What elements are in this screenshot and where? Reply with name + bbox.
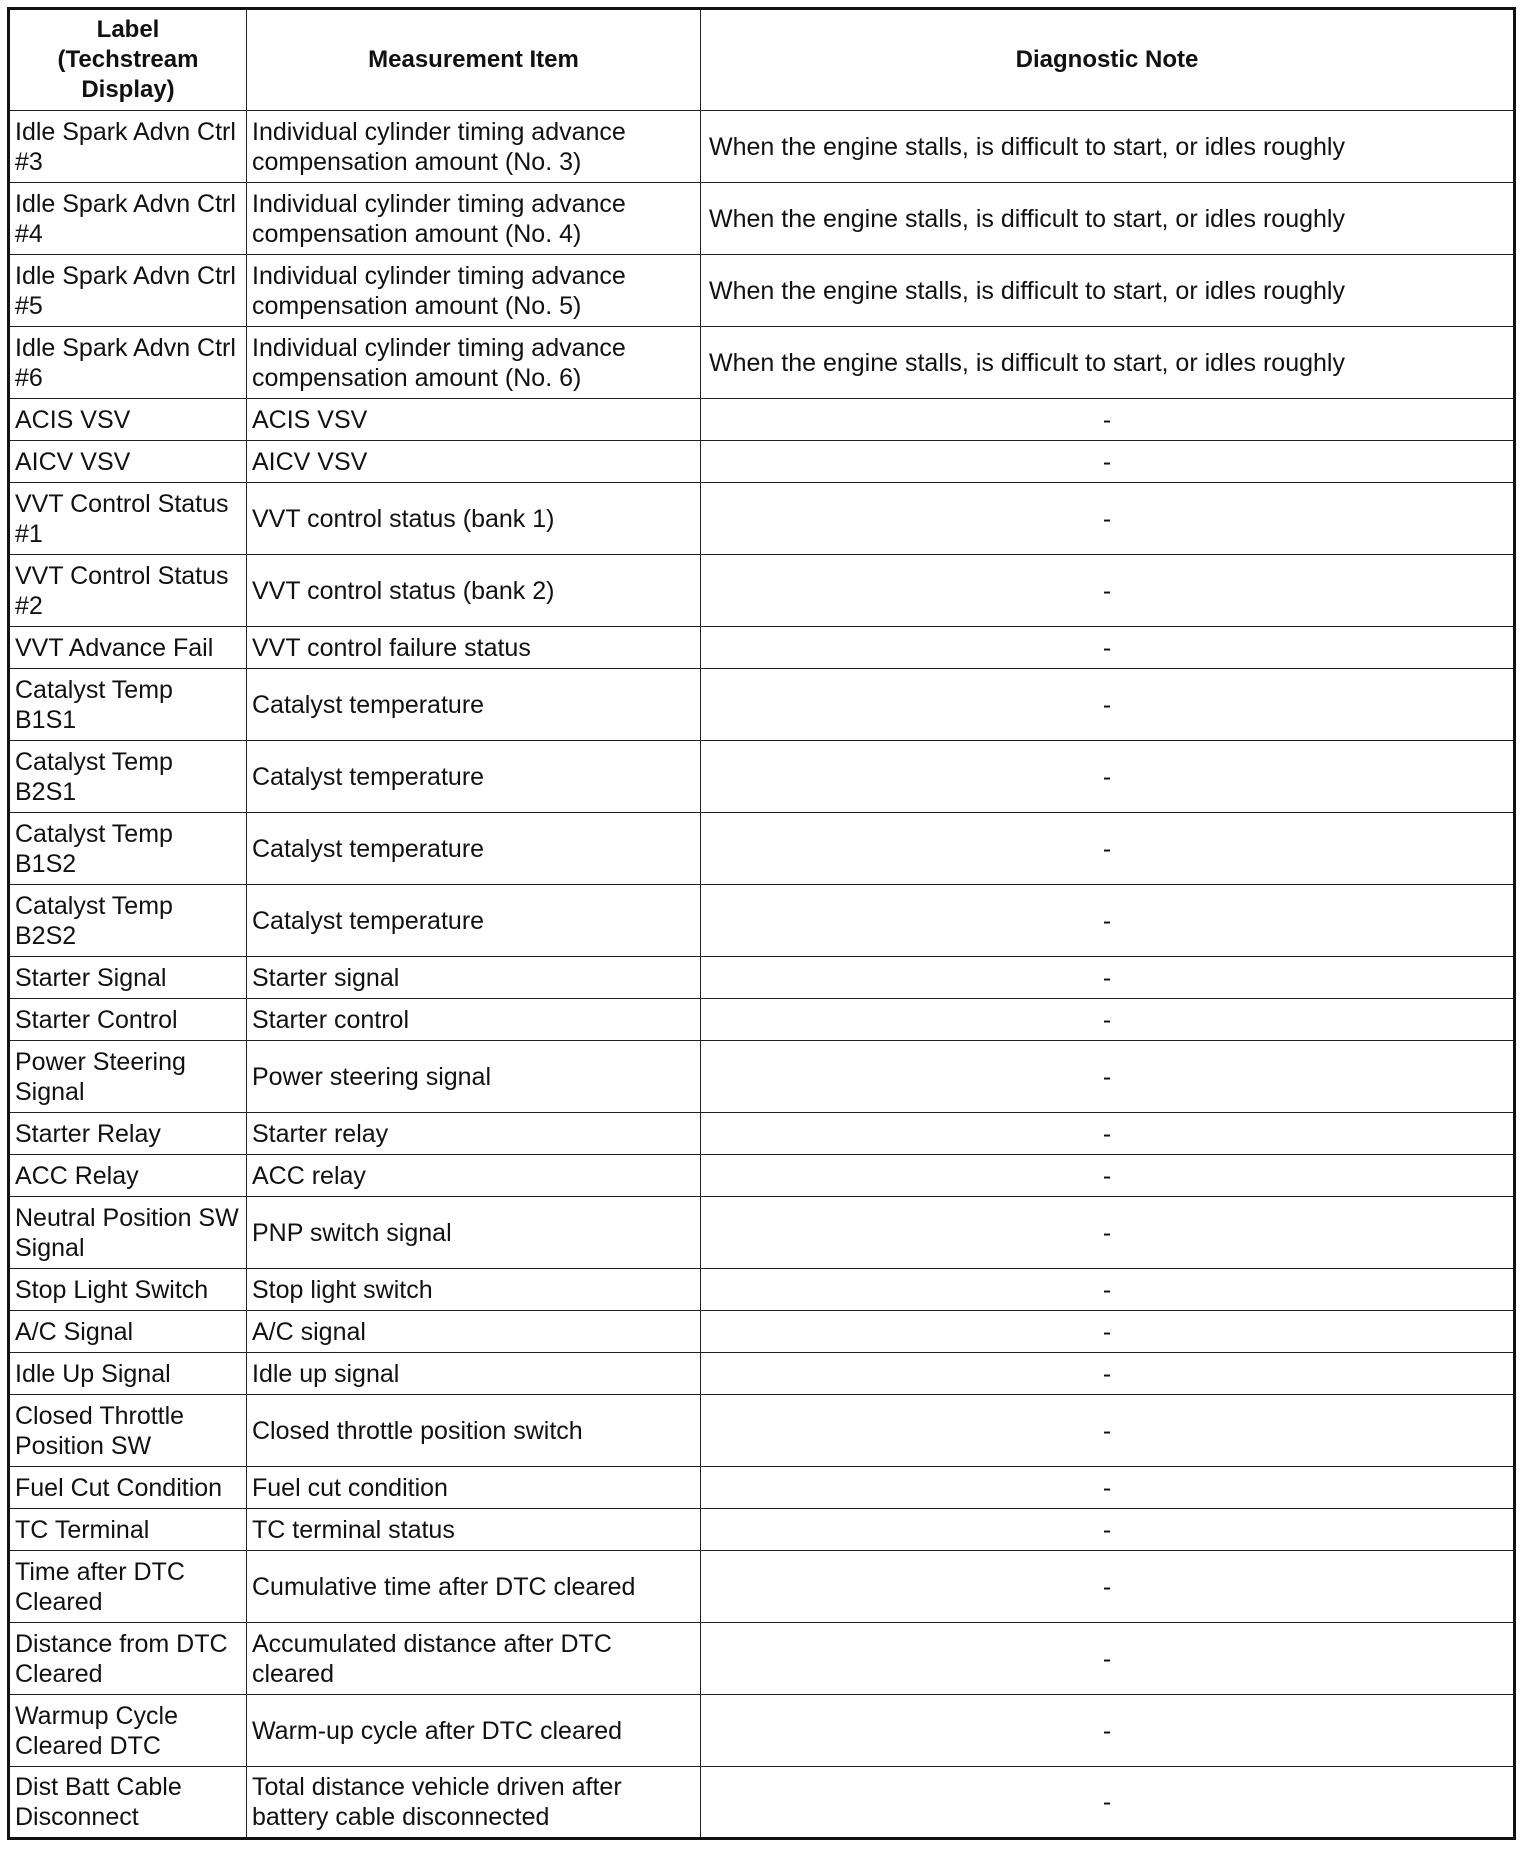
diagnostic-note-cell: - <box>701 999 1515 1041</box>
table-row <box>9 741 1515 813</box>
cell-text-line: Catalyst Temp <box>15 747 173 776</box>
table-row <box>9 483 1515 555</box>
cell-text-line: Catalyst Temp <box>15 675 173 704</box>
cell-text-line: Catalyst Temp <box>15 819 173 848</box>
label-cell <box>9 441 247 483</box>
label-cell <box>9 1509 247 1551</box>
table-row <box>9 1197 1515 1269</box>
cell-text-line: battery cable disconnected <box>252 1803 550 1831</box>
diagnostic-note-cell: - <box>701 813 1515 885</box>
table-row <box>9 183 1515 255</box>
cell-text-line: #4 <box>15 219 43 248</box>
measurement-item-cell <box>247 1353 701 1395</box>
table-row <box>9 1113 1515 1155</box>
diagnostic-note-cell: - <box>701 669 1515 741</box>
label-cell <box>9 669 247 741</box>
diagnostic-note-cell: - <box>701 1197 1515 1269</box>
diagnostic-note-cell: - <box>701 1509 1515 1551</box>
table-body <box>9 111 1515 1839</box>
label-cell <box>9 957 247 999</box>
cell-text-line: Individual cylinder timing advance <box>252 261 626 290</box>
cell-text-line: ACC relay <box>252 1161 366 1190</box>
diagnostic-note-cell: - <box>701 1113 1515 1155</box>
cell-text-line: Closed Throttle <box>15 1401 185 1430</box>
cell-text-line: Disconnect <box>15 1803 139 1831</box>
table-row <box>9 1311 1515 1353</box>
header-label-line: Label <box>96 16 160 43</box>
cell-text-line: ACC Relay <box>15 1161 139 1190</box>
table-row <box>9 255 1515 327</box>
diagnostic-note-cell: - <box>701 1269 1515 1311</box>
header-label-line: Display) <box>81 76 175 103</box>
cell-text-line: Closed throttle position switch <box>252 1416 583 1445</box>
cell-text-line: Stop light switch <box>252 1275 433 1304</box>
table-row <box>9 1695 1515 1767</box>
diagnostic-note-cell: - <box>701 1695 1515 1767</box>
cell-text-line: Cleared DTC <box>15 1731 161 1760</box>
label-cell <box>9 1041 247 1113</box>
cell-text-line: Neutral Position SW <box>15 1203 239 1232</box>
header-label <box>9 9 247 111</box>
diagnostic-note-cell: - <box>701 1155 1515 1197</box>
label-cell <box>9 885 247 957</box>
cell-text-line: A/C signal <box>252 1317 366 1346</box>
cell-text-line: compensation amount (No. 5) <box>252 291 582 320</box>
cell-text-line: Power steering signal <box>252 1062 492 1091</box>
diagnostic-note-cell: - <box>701 627 1515 669</box>
cell-text-line: Cleared <box>15 1587 103 1616</box>
cell-text-line: Starter signal <box>252 963 400 992</box>
measurement-item-cell <box>247 885 701 957</box>
label-cell <box>9 1269 247 1311</box>
label-cell <box>9 399 247 441</box>
table-row <box>9 1551 1515 1623</box>
label-cell <box>9 483 247 555</box>
measurement-item-cell <box>247 555 701 627</box>
cell-text-line: ACIS VSV <box>15 405 131 434</box>
table-row <box>9 1623 1515 1695</box>
measurement-item-cell <box>247 627 701 669</box>
label-cell <box>9 1467 247 1509</box>
table-row <box>9 627 1515 669</box>
measurement-item-cell <box>247 1623 701 1695</box>
diagnostic-note-cell: - <box>701 741 1515 813</box>
table-row <box>9 1041 1515 1113</box>
measurement-item-cell <box>247 1311 701 1353</box>
cell-text-line: Starter Control <box>15 1005 178 1034</box>
header-label-line: (Techstream <box>57 46 199 73</box>
cell-text-line: #5 <box>15 291 43 320</box>
measurement-item-cell <box>247 399 701 441</box>
label-cell <box>9 327 247 399</box>
measurement-item-cell <box>247 957 701 999</box>
measurement-item-cell <box>247 1395 701 1467</box>
cell-text-line: Catalyst temperature <box>252 906 485 935</box>
cell-text-line: Starter Signal <box>15 963 167 992</box>
table-row <box>9 399 1515 441</box>
cell-text-line: Cumulative time after DTC cleared <box>252 1572 636 1601</box>
table-row <box>9 1467 1515 1509</box>
cell-text-line: Idle up signal <box>252 1359 400 1388</box>
cell-text-line: Catalyst Temp <box>15 891 173 920</box>
label-cell <box>9 741 247 813</box>
cell-text-line: Time after DTC <box>15 1557 185 1586</box>
label-cell <box>9 183 247 255</box>
cell-text-line: Idle Spark Advn Ctrl <box>15 117 236 146</box>
label-cell <box>9 1551 247 1623</box>
label-cell <box>9 555 247 627</box>
cell-text-line: B1S2 <box>15 849 77 878</box>
measurement-item-cell <box>247 1269 701 1311</box>
table-row <box>9 327 1515 399</box>
cell-text-line: Catalyst temperature <box>252 762 485 791</box>
cell-text-line: B2S1 <box>15 777 77 806</box>
measurement-item-cell <box>247 813 701 885</box>
diagnostic-note-cell: - <box>701 1467 1515 1509</box>
label-cell <box>9 1197 247 1269</box>
table-row <box>9 1155 1515 1197</box>
label-cell <box>9 1113 247 1155</box>
cell-text-line: ACIS VSV <box>252 405 368 434</box>
table-row <box>9 111 1515 183</box>
diagnostic-note-cell: - <box>701 1395 1515 1467</box>
cell-text-line: Catalyst temperature <box>252 690 485 719</box>
cell-text-line: compensation amount (No. 4) <box>252 219 582 248</box>
cell-text-line: AICV VSV <box>252 447 368 476</box>
cell-text-line: Individual cylinder timing advance <box>252 117 626 146</box>
measurement-item-cell <box>247 441 701 483</box>
cell-text-line: Distance from DTC <box>15 1629 228 1658</box>
diagnostic-data-table <box>7 7 1516 1840</box>
cell-text-line: Individual cylinder timing advance <box>252 189 626 218</box>
label-cell <box>9 813 247 885</box>
cell-text-line: Signal <box>15 1077 85 1106</box>
label-cell <box>9 1311 247 1353</box>
diagnostic-note-cell: - <box>701 441 1515 483</box>
diagnostic-note-cell: - <box>701 957 1515 999</box>
measurement-item-cell <box>247 1509 701 1551</box>
measurement-item-cell <box>247 1041 701 1113</box>
measurement-item-cell <box>247 741 701 813</box>
table-row <box>9 813 1515 885</box>
measurement-item-cell <box>247 669 701 741</box>
cell-text-line: VVT control status (bank 1) <box>252 504 555 533</box>
cell-text-line: B2S2 <box>15 921 77 950</box>
label-cell <box>9 255 247 327</box>
measurement-item-cell <box>247 1113 701 1155</box>
label-cell <box>9 111 247 183</box>
cell-text-line: Idle Spark Advn Ctrl <box>15 189 236 218</box>
cell-text-line: Total distance vehicle driven after <box>252 1773 622 1801</box>
label-cell <box>9 1353 247 1395</box>
diagnostic-note-cell: When the engine stalls, is difficult to start, or idles roughly <box>701 255 1515 327</box>
cell-text-line: cleared <box>252 1659 334 1688</box>
cell-text-line: compensation amount (No. 3) <box>252 147 582 176</box>
diagnostic-note-cell: - <box>701 885 1515 957</box>
cell-text-line: AICV VSV <box>15 447 131 476</box>
diagnostic-note-cell: When the engine stalls, is difficult to start, or idles roughly <box>701 111 1515 183</box>
diagnostic-note-cell: - <box>701 1311 1515 1353</box>
label-cell <box>9 1155 247 1197</box>
measurement-item-cell <box>247 1197 701 1269</box>
table-row <box>9 999 1515 1041</box>
diagnostic-note-cell: When the engine stalls, is difficult to start, or idles roughly <box>701 183 1515 255</box>
measurement-item-cell <box>247 1695 701 1767</box>
cell-text-line: Idle Spark Advn Ctrl <box>15 333 236 362</box>
cell-text-line: Dist Batt Cable <box>15 1773 182 1801</box>
cell-text-line: Idle Up Signal <box>15 1359 171 1388</box>
diagnostic-note-cell: - <box>701 399 1515 441</box>
measurement-item-cell <box>247 483 701 555</box>
label-cell <box>9 1767 247 1839</box>
label-cell <box>9 1395 247 1467</box>
diagnostic-note-cell: - <box>701 1041 1515 1113</box>
cell-text-line: Fuel Cut Condition <box>15 1473 223 1502</box>
table-row <box>9 669 1515 741</box>
label-cell <box>9 1695 247 1767</box>
cell-text-line: Accumulated distance after DTC <box>252 1629 612 1658</box>
cell-text-line: VVT control failure status <box>252 633 531 662</box>
cell-text-line: VVT Control Status <box>15 561 229 590</box>
cell-text-line: VVT Advance Fail <box>15 633 214 662</box>
table-row <box>9 885 1515 957</box>
cell-text-line: Power Steering <box>15 1047 186 1076</box>
cell-text-line: VVT control status (bank 2) <box>252 576 555 605</box>
table-row <box>9 441 1515 483</box>
cell-text-line: compensation amount (No. 6) <box>252 363 582 392</box>
measurement-item-cell <box>247 1467 701 1509</box>
diagnostic-note-cell: - <box>701 1353 1515 1395</box>
label-cell <box>9 1623 247 1695</box>
diagnostic-note-cell: - <box>701 1623 1515 1695</box>
header-measurement-item: Measurement Item <box>247 9 701 111</box>
table-row <box>9 1767 1515 1839</box>
cell-text-line: Cleared <box>15 1659 103 1688</box>
table-row <box>9 1395 1515 1467</box>
cell-text-line: #1 <box>15 519 43 548</box>
cell-text-line: Fuel cut condition <box>252 1473 448 1502</box>
cell-text-line: Idle Spark Advn Ctrl <box>15 261 236 290</box>
cell-text-line: Warmup Cycle <box>15 1701 178 1730</box>
label-cell <box>9 627 247 669</box>
cell-text-line: Stop Light Switch <box>15 1275 209 1304</box>
measurement-item-cell <box>247 1767 701 1839</box>
measurement-item-cell <box>247 255 701 327</box>
diagnostic-note-cell: - <box>701 555 1515 627</box>
cell-text-line: TC Terminal <box>15 1515 150 1544</box>
cell-text-line: #3 <box>15 147 43 176</box>
cell-text-line: Starter relay <box>252 1119 389 1148</box>
cell-text-line: Warm-up cycle after DTC cleared <box>252 1716 622 1745</box>
measurement-item-cell <box>247 183 701 255</box>
cell-text-line: #6 <box>15 363 43 392</box>
diagnostic-note-cell: - <box>701 1551 1515 1623</box>
cell-text-line: #2 <box>15 591 43 620</box>
measurement-item-cell <box>247 111 701 183</box>
header-row <box>9 9 1515 111</box>
table-row <box>9 1269 1515 1311</box>
cell-text-line: Catalyst temperature <box>252 834 485 863</box>
cell-text-line: Position SW <box>15 1431 152 1460</box>
diagnostic-note-cell: - <box>701 1767 1515 1839</box>
measurement-item-cell <box>247 999 701 1041</box>
cell-text-line: Starter control <box>252 1005 410 1034</box>
measurement-item-cell <box>247 1551 701 1623</box>
measurement-item-cell <box>247 327 701 399</box>
cell-text-line: Signal <box>15 1233 85 1262</box>
diagnostic-note-cell: - <box>701 483 1515 555</box>
table-row <box>9 555 1515 627</box>
cell-text-line: PNP switch signal <box>252 1218 452 1247</box>
measurement-item-cell <box>247 1155 701 1197</box>
cell-text-line: A/C Signal <box>15 1317 134 1346</box>
label-cell <box>9 999 247 1041</box>
cell-text-line: Starter Relay <box>15 1119 161 1148</box>
diagnostic-note-cell: When the engine stalls, is difficult to start, or idles roughly <box>701 327 1515 399</box>
cell-text-line: TC terminal status <box>252 1515 455 1544</box>
cell-text-line: VVT Control Status <box>15 489 229 518</box>
table-row <box>9 1509 1515 1551</box>
cell-text-line: B1S1 <box>15 705 77 734</box>
table-row <box>9 957 1515 999</box>
table-row <box>9 1353 1515 1395</box>
cell-text-line: Individual cylinder timing advance <box>252 333 626 362</box>
header-diagnostic-note: Diagnostic Note <box>701 9 1515 111</box>
